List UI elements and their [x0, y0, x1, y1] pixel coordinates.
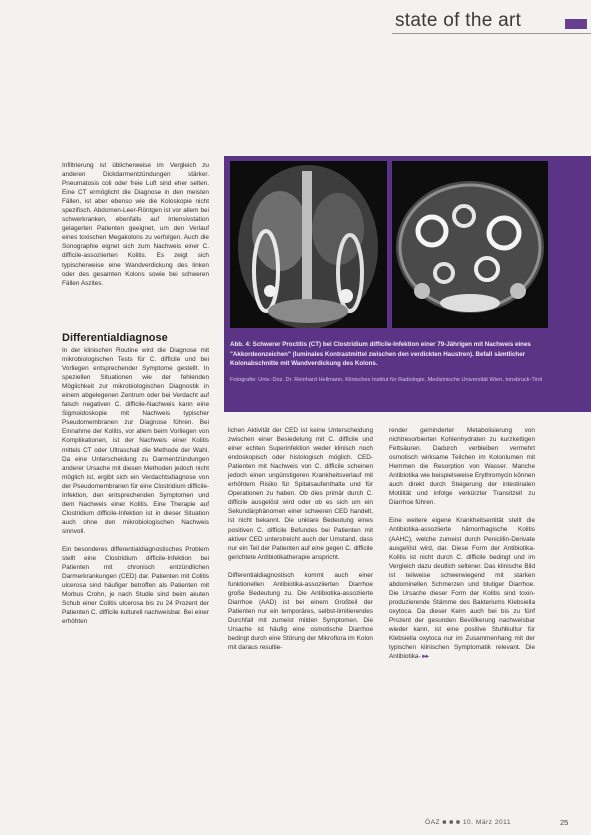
paragraph: In der klinischen Routine wird die Diagnose mit mikrobiologischen Tests für C. difficile und bei Vorliegen entsprechender Symptome gestellt. In speziellen Situationen wie der fehlenden Möglichkeit zur mikrobiologischen Diagnostik in einem abgelegenen Zentrum oder bei Verdacht auf falsch negativen C. difficile-Nachweis kann eine Sigmoidoskopie mit Nachweis typischer Pseudomembranen zur Diagnose führen. Bei Einnahme der Kolitis, vor allem beim Vorliegen von Komplikationen, ist der Nachweis einer Kolitis mittels CT oder Ultraschall die Methode der Wahl. Da eine Unterscheidung zu Darmentzündungen anderer Ursache mit diesen Methoden jedoch nicht möglich ist, ergibt sich ein Verdachtsdiagnose von der Pseudomembranen für eine Clostridium difficile-Infektion, den entsprechenden Symptomen und dem Nachweis einer Kolitis. Eine Therapie auf Clostridium difficile-Infektion ist in dieser Situation auch ohne den mikrobiologischen Nachweis sinnvoll. [62, 347, 209, 535]
paragraph: Ein besonderes differentialdiagnostisches Problem stellt eine Clostridium difficile-Infektion bei Patienten mit chronisch entzündlichen Darmerkrankungen (CED) dar. Patienten mit Colitis ulcerosa sind häufiger betroffen als Patienten mit Morbus Crohn, je nach Studie sind beim akuten Schub einer Colitis ulcerosa bis zu 24 Prozent der Patienten C. difficile kulturell nachweisbar. Bei einer erhöhten [62, 545, 209, 626]
paragraph: Infiltrierung ist üblicherweise im Vergleich zu anderen Dickdarmentzündungen stärker. Pneumatosis coli oder freie Luft sind eher selten. Eine CT ermöglicht die Diagnose in den meisten Fällen, ist aber ebenso wie die Koloskopie nicht spezifisch. Abdomen-Leer-Röntgen ist vor allem bei schwerkranken, ebenfalls auf Intensivstation gelagerten Patienten geeignet, um den Verlauf eines toxischen Megakolons zu verfolgen. Auch die Sonographie eignet sich zum Nachweis einer C. difficile-assoziierten Kolitis. Es zeigt sich typischerweise eine Wandverdickung des linken oder des gesamten Kolons sowie bei schweren Fällen Aszites. [62, 162, 209, 287]
paragraph-text: Eine weitere eigene Krankheitsentität stellt die Antibiotika-assoziierte hämorrhagische Kolitis (AAHC), welche zumeist durch Penicillin-Derivate ausgelöst wird, dar. Diese Form der Antibiotika-Kolitis ist nicht durch C. difficile bedingt und im Vergleich dazu deutlich seltener. Das klinische Bild ist teilweise schwerwiegend mit starken abdominellen Schmerzen und blutiger Diarrhoe. Die Ursache dieser Form der Kolitis sind toxin-produzierende Stämme des Bakteriums Klebsiella oxytoca. Da dieser Keim auch bei bis zu fünf Prozent der gesunden Bevölkerung nachweisbar wieder kann, ist eine positive Stuhlkultur für Klebsiella oxytoca nur im Zusammenhang mit der typischen klinischen Symptomatik relevant. Die Antibiotika- [389, 517, 535, 661]
figure-caption: Abb. 4: Schwerer Proctitis (CT) bei Clostridium difficile-Infektion einer 79-Jährigen mit Nachweis eines "Akkordeonzeichen" (luminales Kontrastmittel zwischen den verdickten Haustren). Befall sämtlicher Kolonabschnitte mit Wandverdickung des Kolons. [230, 341, 531, 367]
header-rule [392, 33, 591, 34]
page-number: 25 [560, 818, 569, 827]
section-title: state of the art [395, 10, 522, 31]
ct-scan-axial-image [392, 161, 548, 328]
paragraph: lichen Aktivität der CED ist keine Unterscheidung zwischen einer Besiedelung mit C. difficile und einer echten Superinfektion weder klinisch noch endoskopisch oder histologisch möglich. CED-Patienten mit Nachweis von C. difficile scheinen jedoch einen ungünstigeren Krankheitsverlauf mit erhöhtem Risiko für Spitalsaufenthalte und für Operationen zu haben. Ob dies primär durch C. difficile ausgelöst wird oder ob es sich um ein Sekundärphänomen einer schweren CED handelt, ist nicht bekannt. Die unklare Bedeutung eines positiven C. difficile Befundes bei Patienten mit aktiver CED unterstreicht auch der Umstand, dass nur ein Teil der Patienten auf eine gegen C. difficile gerichtete Antibiotikatherapie anspricht. [228, 427, 373, 561]
section-heading: Differentialdiagnose [62, 332, 168, 344]
continue-arrow-icon: ▸▸ [422, 653, 429, 661]
paragraph: render geminderter Metabolisierung von nichtresorbierten Kohlenhydraten zu kurzkettigen Fettsäuren. Dadurch verbleiben vermehrt osmotisch wirksame Teilchen im Kolonlumen mit Hemmen die Resorption von Wasser. Manche Antibiotika wie beispielsweise Erythromycin können auch direkt durch Steigerung der intestinalen Motilität und infolge verkürzter Transitzeit zu Diarrhoe führen. [389, 427, 535, 507]
ct-scan-coronal-image [230, 161, 387, 328]
section-marker [565, 19, 587, 29]
figure-credit: Fotografie: Univ.-Doz. Dr. Reinhard Hellmann, Klinisches Institut für Radiologie, Medizinische Universität Wien, Innsbruck-Tirol [230, 377, 543, 383]
column-3 [389, 426, 535, 661]
column-2 [228, 426, 373, 652]
column-1-top [62, 161, 209, 288]
paragraph [389, 516, 535, 661]
column-1-bottom [62, 346, 209, 626]
footer-publication: ÖAZ ■ ■ ■ 10. März 2011 [425, 819, 511, 826]
paragraph: Differentialdiagnostisch kommt auch einer funktionellen Antibiotika-assoziierten Diarrhoe große Bedeutung zu. Die Antibiotika-assoziierte Diarrhoe (AAD) ist bei einem Großteil der Patienten nur ein temporäres, selbst-limitierendes Durchfall mit zumeist milden Symptomen. Die Ursache ist häufig eine osmotische Diarrhoe bedingt durch eine Störung der Mikroflora im Kolon mit daraus resultie- [228, 571, 373, 652]
